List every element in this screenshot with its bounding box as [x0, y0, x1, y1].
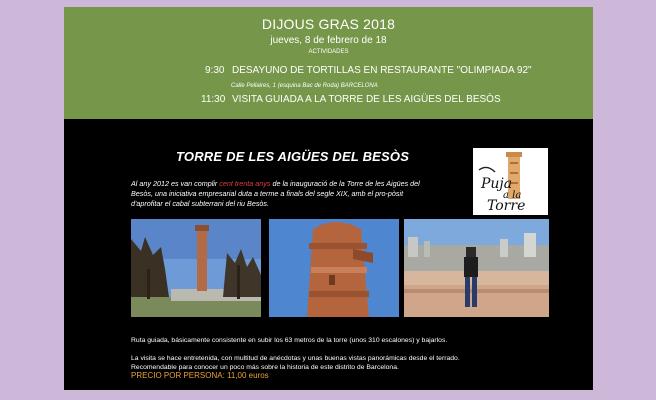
intro-text-start: Al any 2012 es van complir: [131, 179, 220, 188]
price-per-person: PRECIO POR PERSONA: 11,00 euros: [131, 371, 269, 380]
activity-description: DESAYUNO DE TORTILLAS EN RESTAURANTE "OLIMPIADA 92": [232, 65, 532, 76]
puja-a-la-torre-logo: [473, 148, 548, 215]
activity-row: [64, 65, 593, 79]
activity-time: 11:30: [201, 94, 226, 105]
description-paragraph-2-line-1: La visita se hace entretenida, con multitud de anécdotas y unas buenas vistas panorámicas desde el terrado.: [131, 355, 460, 362]
logo-word-3: Torre: [487, 198, 526, 214]
logo-word-1: Puja: [481, 176, 513, 192]
description-paragraph-2-line-2: Recomendable para conocer un poco más sobre la historia de este distrito de Barcelona.: [131, 364, 399, 371]
activity-time: 9:30: [205, 65, 225, 76]
event-header: [64, 7, 593, 119]
activity-description: VISITA GUIADA A LA TORRE DE LES AIGÜES DEL BESÒS: [232, 94, 501, 105]
event-card: [64, 7, 593, 390]
event-title: DIJOUS GRAS 2018: [261, 16, 396, 32]
terrace-view-photo: [404, 219, 549, 317]
intro-text: [131, 179, 431, 209]
activities-label: ACTIVIDADES: [308, 49, 349, 55]
activity-address: Calle Pellaires, 1 (esquina Bac de Roda) BARCELONA: [231, 83, 378, 89]
event-date: jueves, 8 de febrero de 18: [270, 35, 387, 46]
logo-graphic: [473, 148, 548, 215]
intro-highlight: cent trenta anys: [219, 179, 271, 188]
intro-text-end: de la inauguració de la Torre de les Aigües del Besòs, una iniciativa empresarial duta a terme a finals del segle XIX, amb el pro-pòsit d'aprofitar el cabal subterrani del riu Besòs.: [131, 179, 420, 208]
tower-park-photo: [131, 219, 261, 317]
section-title: TORRE DE LES AIGÜES DEL BESÒS: [176, 149, 410, 164]
activity-row: [64, 94, 593, 108]
tower-section: [64, 119, 593, 390]
tower-closeup-photo: [269, 219, 399, 317]
description-paragraph-1: Ruta guiada, básicamente consistente en subir los 63 metros de la torre (unos 310 escalones) y bajarlos.: [131, 337, 448, 344]
logo-word-2: a la: [503, 190, 522, 201]
